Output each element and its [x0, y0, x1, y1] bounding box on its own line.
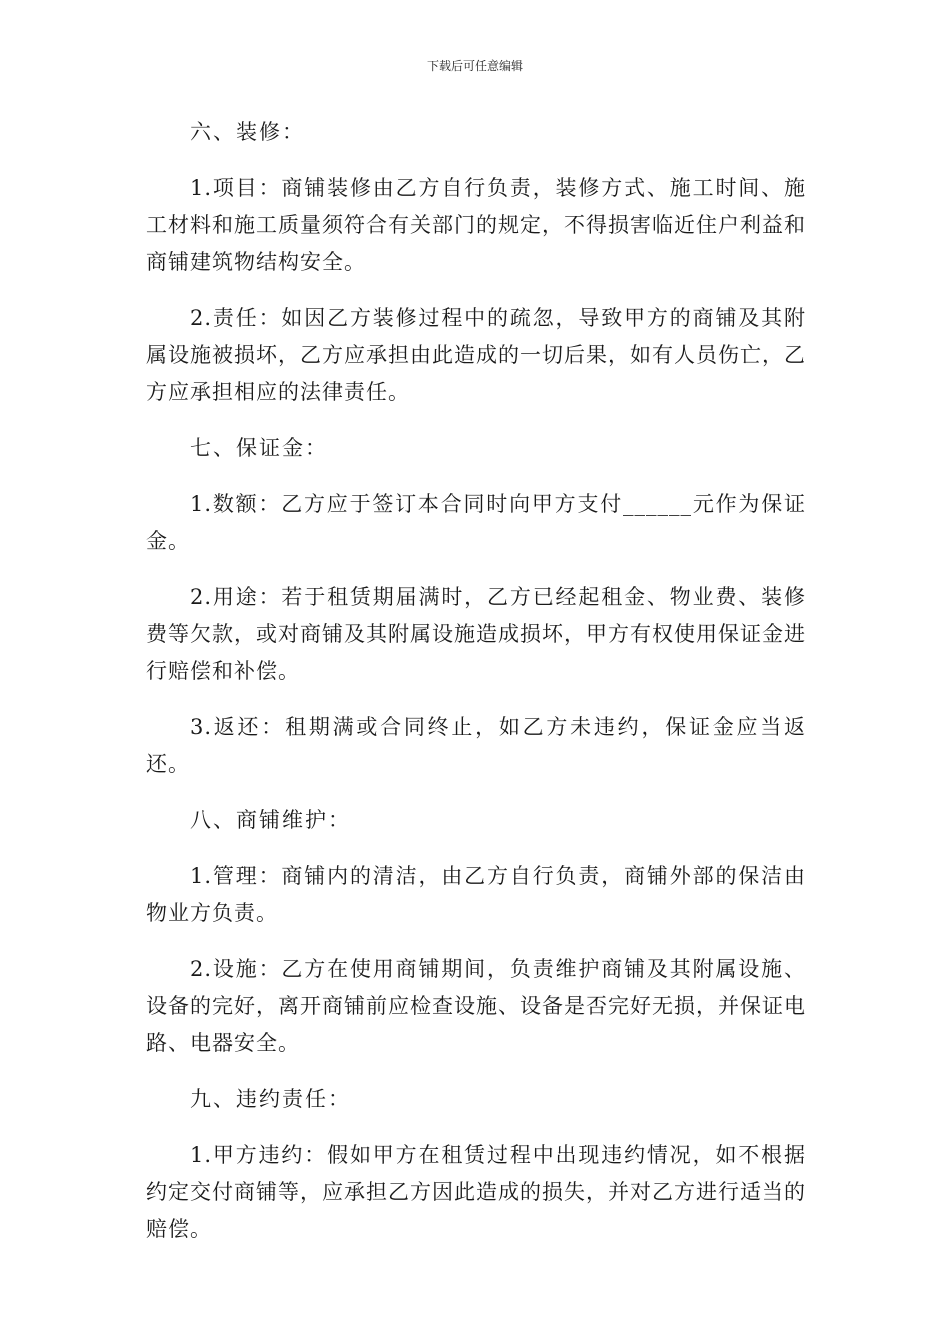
clause-paragraph: 2.设施：乙方在使用商铺期间，负责维护商铺及其附属设施、设备的完好，离开商铺前应检查设施、设备是否完好无损，并保证电路、电器安全。: [146, 957, 806, 1055]
section-heading: 七、保证金：: [190, 436, 328, 460]
section-heading: 九、违约责任：: [190, 1087, 351, 1111]
clause-paragraph: 2.责任：如因乙方装修过程中的疏忽，导致甲方的商铺及其附属设施被损坏，乙方应承担由此造成的一切后果，如有人员伤亡，乙方应承担相应的法律责任。: [146, 306, 806, 404]
section-maintenance: [146, 802, 806, 1062]
clause-paragraph: 1.甲方违约：假如甲方在租赁过程中出现违约情况，如不根据约定交付商铺等，应承担乙方因此造成的损失，并对乙方进行适当的赔偿。: [146, 1143, 806, 1241]
section-breach: [146, 1081, 806, 1248]
clause-paragraph: 1.管理：商铺内的清洁，由乙方自行负责，商铺外部的保洁由物业方负责。: [146, 864, 806, 925]
page-header: 下载后可任意编辑: [426, 59, 523, 73]
clause-paragraph: 2.用途：若于租赁期届满时，乙方已经起租金、物业费、装修费等欠款，或对商铺及其附属设施造成损坏，甲方有权使用保证金进行赔偿和补偿。: [146, 585, 806, 683]
section-deposit: [146, 430, 806, 783]
section-heading: 六、装修：: [190, 120, 305, 144]
clause-paragraph: 1.项目：商铺装修由乙方自行负责，装修方式、施工时间、施工材料和施工质量须符合有关部门的规定，不得损害临近住户利益和商铺建筑物结构安全。: [146, 176, 806, 274]
clause-paragraph: 3.返还：租期满或合同终止，如乙方未违约，保证金应当返还。: [146, 715, 806, 776]
document-body: [146, 114, 806, 1267]
section-decoration: [146, 114, 806, 411]
clause-paragraph: 1.数额：乙方应于签订本合同时向甲方支付______元作为保证金。: [146, 492, 806, 553]
section-heading: 八、商铺维护：: [190, 808, 351, 832]
